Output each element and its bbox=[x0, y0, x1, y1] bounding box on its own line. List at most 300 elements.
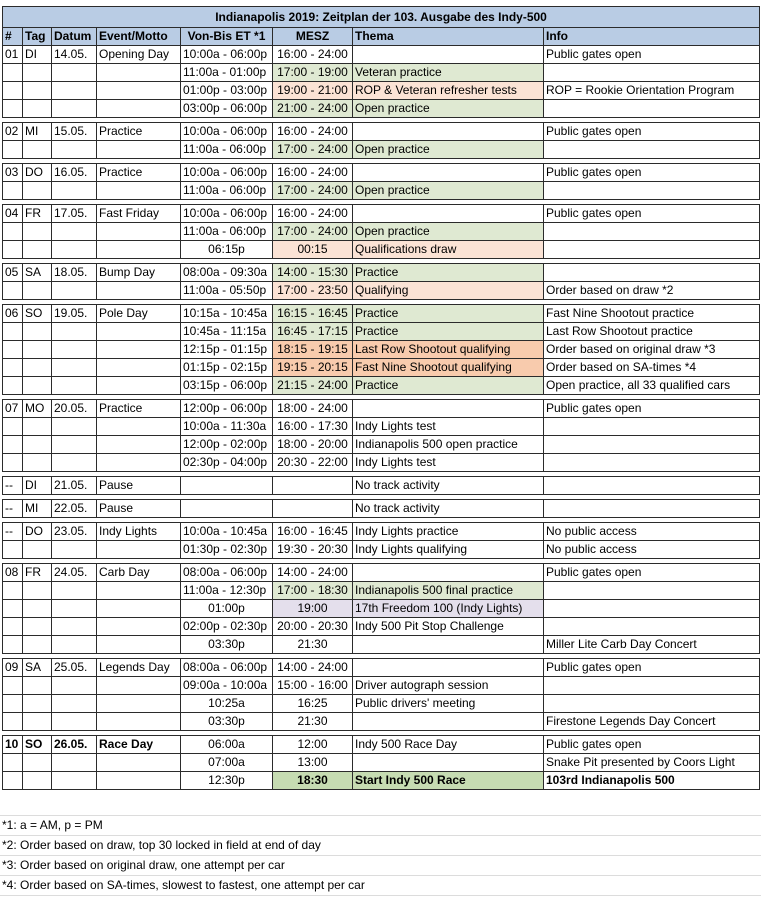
cell-datum[interactable]: 22.05. bbox=[52, 500, 97, 518]
cell-info[interactable]: Last Row Shootout practice bbox=[544, 323, 760, 341]
cell-num[interactable]: 02 bbox=[3, 123, 23, 141]
cell-tag[interactable]: MO bbox=[23, 400, 52, 418]
cell-et[interactable]: 10:00a - 06:00p bbox=[181, 205, 273, 223]
cell-num[interactable] bbox=[3, 241, 23, 259]
cell-datum[interactable] bbox=[52, 582, 97, 600]
cell-event[interactable] bbox=[97, 223, 181, 241]
cell-mesz[interactable]: 00:15 bbox=[273, 241, 353, 259]
cell-mesz[interactable]: 21:30 bbox=[273, 636, 353, 654]
cell-thema[interactable]: No track activity bbox=[353, 477, 544, 495]
cell-event[interactable] bbox=[97, 100, 181, 118]
cell-et[interactable]: 10:00a - 06:00p bbox=[181, 46, 273, 64]
cell-event[interactable] bbox=[97, 418, 181, 436]
cell-tag[interactable]: SO bbox=[23, 736, 52, 754]
cell-info[interactable] bbox=[544, 100, 760, 118]
cell-mesz[interactable] bbox=[273, 500, 353, 518]
cell-et[interactable]: 10:15a - 10:45a bbox=[181, 305, 273, 323]
cell-info[interactable]: Miller Lite Carb Day Concert bbox=[544, 636, 760, 654]
cell-datum[interactable]: 20.05. bbox=[52, 400, 97, 418]
cell-thema[interactable] bbox=[353, 400, 544, 418]
cell-num[interactable] bbox=[3, 436, 23, 454]
cell-mesz[interactable]: 16:45 - 17:15 bbox=[273, 323, 353, 341]
cell-num[interactable] bbox=[3, 141, 23, 159]
cell-thema[interactable] bbox=[353, 713, 544, 731]
cell-mesz[interactable]: 19:00 - 21:00 bbox=[273, 82, 353, 100]
cell-info[interactable]: Order based on original draw *3 bbox=[544, 341, 760, 359]
cell-mesz[interactable]: 16:00 - 24:00 bbox=[273, 46, 353, 64]
cell-datum[interactable] bbox=[52, 636, 97, 654]
cell-tag[interactable] bbox=[23, 541, 52, 559]
cell-tag[interactable] bbox=[23, 695, 52, 713]
cell-thema[interactable] bbox=[353, 564, 544, 582]
cell-info[interactable] bbox=[544, 477, 760, 495]
cell-tag[interactable]: SO bbox=[23, 305, 52, 323]
cell-thema[interactable]: Practice bbox=[353, 323, 544, 341]
cell-num[interactable]: 08 bbox=[3, 564, 23, 582]
cell-thema[interactable] bbox=[353, 205, 544, 223]
cell-num[interactable] bbox=[3, 713, 23, 731]
cell-info[interactable] bbox=[544, 418, 760, 436]
cell-mesz[interactable]: 16:00 - 17:30 bbox=[273, 418, 353, 436]
cell-tag[interactable]: DO bbox=[23, 523, 52, 541]
cell-et[interactable] bbox=[181, 500, 273, 518]
cell-mesz[interactable]: 18:30 bbox=[273, 772, 353, 790]
cell-et[interactable] bbox=[181, 477, 273, 495]
cell-datum[interactable] bbox=[52, 377, 97, 395]
cell-mesz[interactable]: 13:00 bbox=[273, 754, 353, 772]
cell-event[interactable] bbox=[97, 772, 181, 790]
cell-datum[interactable] bbox=[52, 677, 97, 695]
cell-info[interactable] bbox=[544, 436, 760, 454]
cell-num[interactable] bbox=[3, 454, 23, 472]
cell-event[interactable]: Pole Day bbox=[97, 305, 181, 323]
cell-et[interactable]: 12:00p - 02:00p bbox=[181, 436, 273, 454]
cell-thema[interactable]: Indy 500 Race Day bbox=[353, 736, 544, 754]
cell-num[interactable] bbox=[3, 100, 23, 118]
cell-thema[interactable]: Open practice bbox=[353, 223, 544, 241]
cell-thema[interactable]: No track activity bbox=[353, 500, 544, 518]
cell-thema[interactable] bbox=[353, 123, 544, 141]
cell-mesz[interactable]: 19:30 - 20:30 bbox=[273, 541, 353, 559]
cell-thema[interactable]: Start Indy 500 Race bbox=[353, 772, 544, 790]
cell-mesz[interactable] bbox=[273, 477, 353, 495]
cell-info[interactable] bbox=[544, 264, 760, 282]
cell-event[interactable] bbox=[97, 695, 181, 713]
cell-mesz[interactable]: 16:15 - 16:45 bbox=[273, 305, 353, 323]
cell-mesz[interactable]: 16:25 bbox=[273, 695, 353, 713]
cell-num[interactable] bbox=[3, 754, 23, 772]
cell-et[interactable]: 06:00a bbox=[181, 736, 273, 754]
cell-info[interactable] bbox=[544, 223, 760, 241]
cell-thema[interactable]: Indy Lights test bbox=[353, 418, 544, 436]
cell-info[interactable] bbox=[544, 454, 760, 472]
cell-thema[interactable]: Fast Nine Shootout qualifying bbox=[353, 359, 544, 377]
cell-tag[interactable]: MI bbox=[23, 500, 52, 518]
cell-datum[interactable]: 18.05. bbox=[52, 264, 97, 282]
cell-thema[interactable]: Practice bbox=[353, 305, 544, 323]
cell-mesz[interactable]: 17:00 - 24:00 bbox=[273, 223, 353, 241]
cell-num[interactable] bbox=[3, 418, 23, 436]
cell-tag[interactable] bbox=[23, 141, 52, 159]
cell-datum[interactable]: 14.05. bbox=[52, 46, 97, 64]
cell-thema[interactable]: Qualifications draw bbox=[353, 241, 544, 259]
cell-info[interactable]: Snake Pit presented by Coors Light bbox=[544, 754, 760, 772]
cell-num[interactable]: 05 bbox=[3, 264, 23, 282]
cell-info[interactable] bbox=[544, 64, 760, 82]
cell-num[interactable] bbox=[3, 677, 23, 695]
cell-num[interactable]: 01 bbox=[3, 46, 23, 64]
cell-mesz[interactable]: 18:15 - 19:15 bbox=[273, 341, 353, 359]
cell-thema[interactable]: Driver autograph session bbox=[353, 677, 544, 695]
cell-mesz[interactable]: 16:00 - 24:00 bbox=[273, 123, 353, 141]
cell-et[interactable]: 03:30p bbox=[181, 713, 273, 731]
cell-event[interactable] bbox=[97, 182, 181, 200]
cell-tag[interactable] bbox=[23, 713, 52, 731]
cell-mesz[interactable]: 20:30 - 22:00 bbox=[273, 454, 353, 472]
cell-event[interactable]: Opening Day bbox=[97, 46, 181, 64]
cell-thema[interactable] bbox=[353, 164, 544, 182]
cell-mesz[interactable]: 18:00 - 20:00 bbox=[273, 436, 353, 454]
cell-event[interactable] bbox=[97, 436, 181, 454]
cell-datum[interactable]: 25.05. bbox=[52, 659, 97, 677]
cell-et[interactable]: 01:00p - 03:00p bbox=[181, 82, 273, 100]
cell-num[interactable]: -- bbox=[3, 523, 23, 541]
cell-num[interactable] bbox=[3, 600, 23, 618]
cell-datum[interactable] bbox=[52, 754, 97, 772]
cell-info[interactable]: Public gates open bbox=[544, 736, 760, 754]
cell-datum[interactable] bbox=[52, 600, 97, 618]
cell-datum[interactable] bbox=[52, 241, 97, 259]
cell-info[interactable]: Public gates open bbox=[544, 659, 760, 677]
cell-tag[interactable] bbox=[23, 418, 52, 436]
cell-datum[interactable]: 16.05. bbox=[52, 164, 97, 182]
cell-datum[interactable] bbox=[52, 695, 97, 713]
cell-tag[interactable]: DO bbox=[23, 164, 52, 182]
cell-tag[interactable] bbox=[23, 182, 52, 200]
cell-event[interactable] bbox=[97, 282, 181, 300]
cell-num[interactable]: 10 bbox=[3, 736, 23, 754]
cell-et[interactable]: 11:00a - 06:00p bbox=[181, 223, 273, 241]
cell-num[interactable] bbox=[3, 64, 23, 82]
cell-datum[interactable]: 15.05. bbox=[52, 123, 97, 141]
cell-mesz[interactable]: 19:00 bbox=[273, 600, 353, 618]
cell-et[interactable]: 02:00p - 02:30p bbox=[181, 618, 273, 636]
cell-num[interactable] bbox=[3, 636, 23, 654]
cell-mesz[interactable]: 14:00 - 15:30 bbox=[273, 264, 353, 282]
cell-thema[interactable]: Open practice bbox=[353, 182, 544, 200]
cell-thema[interactable]: Indy 500 Pit Stop Challenge bbox=[353, 618, 544, 636]
cell-tag[interactable] bbox=[23, 677, 52, 695]
cell-et[interactable]: 10:00a - 06:00p bbox=[181, 123, 273, 141]
cell-tag[interactable] bbox=[23, 636, 52, 654]
cell-num[interactable] bbox=[3, 82, 23, 100]
cell-datum[interactable] bbox=[52, 541, 97, 559]
cell-num[interactable] bbox=[3, 695, 23, 713]
cell-info[interactable] bbox=[544, 600, 760, 618]
cell-tag[interactable]: DI bbox=[23, 46, 52, 64]
cell-tag[interactable]: DI bbox=[23, 477, 52, 495]
cell-et[interactable]: 11:00a - 05:50p bbox=[181, 282, 273, 300]
cell-num[interactable] bbox=[3, 282, 23, 300]
cell-num[interactable] bbox=[3, 341, 23, 359]
cell-event[interactable] bbox=[97, 377, 181, 395]
cell-datum[interactable] bbox=[52, 100, 97, 118]
cell-tag[interactable]: SA bbox=[23, 659, 52, 677]
cell-event[interactable] bbox=[97, 241, 181, 259]
cell-et[interactable]: 01:15p - 02:15p bbox=[181, 359, 273, 377]
cell-thema[interactable] bbox=[353, 636, 544, 654]
cell-thema[interactable]: ROP & Veteran refresher tests bbox=[353, 82, 544, 100]
cell-event[interactable]: Carb Day bbox=[97, 564, 181, 582]
cell-num[interactable] bbox=[3, 223, 23, 241]
cell-num[interactable] bbox=[3, 359, 23, 377]
cell-event[interactable]: Bump Day bbox=[97, 264, 181, 282]
cell-num[interactable]: 09 bbox=[3, 659, 23, 677]
cell-event[interactable]: Fast Friday bbox=[97, 205, 181, 223]
cell-thema[interactable]: Qualifying bbox=[353, 282, 544, 300]
cell-thema[interactable]: Indianapolis 500 final practice bbox=[353, 582, 544, 600]
cell-datum[interactable] bbox=[52, 713, 97, 731]
cell-datum[interactable] bbox=[52, 141, 97, 159]
cell-event[interactable]: Indy Lights bbox=[97, 523, 181, 541]
cell-thema[interactable]: 17th Freedom 100 (Indy Lights) bbox=[353, 600, 544, 618]
cell-event[interactable] bbox=[97, 323, 181, 341]
cell-info[interactable] bbox=[544, 141, 760, 159]
cell-event[interactable]: Pause bbox=[97, 477, 181, 495]
cell-et[interactable]: 10:25a bbox=[181, 695, 273, 713]
cell-event[interactable]: Legends Day bbox=[97, 659, 181, 677]
cell-et[interactable]: 12:30p bbox=[181, 772, 273, 790]
cell-et[interactable]: 08:00a - 09:30a bbox=[181, 264, 273, 282]
cell-info[interactable]: 103rd Indianapolis 500 bbox=[544, 772, 760, 790]
cell-datum[interactable] bbox=[52, 182, 97, 200]
cell-datum[interactable] bbox=[52, 454, 97, 472]
cell-mesz[interactable]: 16:00 - 24:00 bbox=[273, 205, 353, 223]
cell-info[interactable]: Fast Nine Shootout practice bbox=[544, 305, 760, 323]
cell-thema[interactable]: Indy Lights practice bbox=[353, 523, 544, 541]
cell-num[interactable]: 06 bbox=[3, 305, 23, 323]
cell-info[interactable]: Public gates open bbox=[544, 164, 760, 182]
cell-mesz[interactable]: 21:15 - 24:00 bbox=[273, 377, 353, 395]
cell-info[interactable]: Firestone Legends Day Concert bbox=[544, 713, 760, 731]
cell-datum[interactable] bbox=[52, 82, 97, 100]
cell-info[interactable]: ROP = Rookie Orientation Program bbox=[544, 82, 760, 100]
cell-mesz[interactable]: 21:00 - 24:00 bbox=[273, 100, 353, 118]
cell-info[interactable]: Order based on draw *2 bbox=[544, 282, 760, 300]
cell-datum[interactable]: 23.05. bbox=[52, 523, 97, 541]
cell-datum[interactable] bbox=[52, 282, 97, 300]
cell-tag[interactable] bbox=[23, 436, 52, 454]
cell-et[interactable]: 03:15p - 06:00p bbox=[181, 377, 273, 395]
cell-num[interactable] bbox=[3, 541, 23, 559]
cell-thema[interactable] bbox=[353, 46, 544, 64]
cell-tag[interactable] bbox=[23, 323, 52, 341]
cell-et[interactable]: 10:00a - 06:00p bbox=[181, 164, 273, 182]
cell-et[interactable]: 10:00a - 10:45a bbox=[181, 523, 273, 541]
cell-info[interactable] bbox=[544, 182, 760, 200]
cell-info[interactable] bbox=[544, 618, 760, 636]
cell-mesz[interactable]: 17:00 - 23:50 bbox=[273, 282, 353, 300]
cell-et[interactable]: 11:00a - 01:00p bbox=[181, 64, 273, 82]
cell-datum[interactable]: 26.05. bbox=[52, 736, 97, 754]
cell-event[interactable]: Practice bbox=[97, 164, 181, 182]
cell-thema[interactable]: Public drivers' meeting bbox=[353, 695, 544, 713]
cell-tag[interactable]: FR bbox=[23, 564, 52, 582]
cell-datum[interactable] bbox=[52, 341, 97, 359]
cell-num[interactable]: 07 bbox=[3, 400, 23, 418]
cell-et[interactable]: 11:00a - 06:00p bbox=[181, 141, 273, 159]
cell-et[interactable]: 11:00a - 06:00p bbox=[181, 182, 273, 200]
cell-et[interactable]: 12:15p - 01:15p bbox=[181, 341, 273, 359]
cell-datum[interactable] bbox=[52, 223, 97, 241]
cell-et[interactable]: 09:00a - 10:00a bbox=[181, 677, 273, 695]
cell-datum[interactable]: 17.05. bbox=[52, 205, 97, 223]
cell-event[interactable] bbox=[97, 713, 181, 731]
cell-et[interactable]: 03:30p bbox=[181, 636, 273, 654]
cell-info[interactable] bbox=[544, 695, 760, 713]
cell-datum[interactable] bbox=[52, 64, 97, 82]
cell-mesz[interactable]: 19:15 - 20:15 bbox=[273, 359, 353, 377]
cell-datum[interactable] bbox=[52, 323, 97, 341]
cell-thema[interactable]: Indy Lights test bbox=[353, 454, 544, 472]
cell-info[interactable]: Public gates open bbox=[544, 564, 760, 582]
cell-tag[interactable] bbox=[23, 754, 52, 772]
cell-tag[interactable]: SA bbox=[23, 264, 52, 282]
cell-datum[interactable] bbox=[52, 618, 97, 636]
cell-thema[interactable]: Last Row Shootout qualifying bbox=[353, 341, 544, 359]
cell-et[interactable]: 08:00a - 06:00p bbox=[181, 564, 273, 582]
cell-thema[interactable] bbox=[353, 659, 544, 677]
cell-event[interactable] bbox=[97, 454, 181, 472]
cell-tag[interactable] bbox=[23, 618, 52, 636]
cell-event[interactable] bbox=[97, 541, 181, 559]
cell-num[interactable] bbox=[3, 582, 23, 600]
cell-info[interactable]: Public gates open bbox=[544, 205, 760, 223]
cell-num[interactable] bbox=[3, 377, 23, 395]
cell-event[interactable] bbox=[97, 141, 181, 159]
cell-mesz[interactable]: 14:00 - 24:00 bbox=[273, 659, 353, 677]
cell-thema[interactable]: Open practice bbox=[353, 100, 544, 118]
cell-info[interactable]: Public gates open bbox=[544, 46, 760, 64]
cell-num[interactable] bbox=[3, 182, 23, 200]
cell-et[interactable]: 01:00p bbox=[181, 600, 273, 618]
cell-tag[interactable] bbox=[23, 341, 52, 359]
cell-thema[interactable]: Indy Lights qualifying bbox=[353, 541, 544, 559]
cell-tag[interactable] bbox=[23, 82, 52, 100]
cell-mesz[interactable]: 18:00 - 24:00 bbox=[273, 400, 353, 418]
cell-info[interactable]: No public access bbox=[544, 541, 760, 559]
cell-mesz[interactable]: 16:00 - 16:45 bbox=[273, 523, 353, 541]
cell-mesz[interactable]: 16:00 - 24:00 bbox=[273, 164, 353, 182]
cell-info[interactable] bbox=[544, 582, 760, 600]
cell-et[interactable]: 02:30p - 04:00p bbox=[181, 454, 273, 472]
cell-tag[interactable] bbox=[23, 241, 52, 259]
cell-event[interactable] bbox=[97, 600, 181, 618]
cell-tag[interactable] bbox=[23, 282, 52, 300]
cell-et[interactable]: 06:15p bbox=[181, 241, 273, 259]
cell-tag[interactable]: FR bbox=[23, 205, 52, 223]
cell-datum[interactable]: 19.05. bbox=[52, 305, 97, 323]
cell-mesz[interactable]: 17:00 - 19:00 bbox=[273, 64, 353, 82]
cell-mesz[interactable]: 14:00 - 24:00 bbox=[273, 564, 353, 582]
cell-datum[interactable] bbox=[52, 436, 97, 454]
cell-tag[interactable] bbox=[23, 600, 52, 618]
cell-et[interactable]: 07:00a bbox=[181, 754, 273, 772]
cell-event[interactable] bbox=[97, 341, 181, 359]
cell-tag[interactable] bbox=[23, 454, 52, 472]
cell-et[interactable]: 10:45a - 11:15a bbox=[181, 323, 273, 341]
cell-event[interactable] bbox=[97, 636, 181, 654]
cell-event[interactable]: Race Day bbox=[97, 736, 181, 754]
cell-tag[interactable]: MI bbox=[23, 123, 52, 141]
cell-event[interactable] bbox=[97, 618, 181, 636]
cell-mesz[interactable]: 12:00 bbox=[273, 736, 353, 754]
cell-num[interactable]: -- bbox=[3, 477, 23, 495]
cell-et[interactable]: 10:00a - 11:30a bbox=[181, 418, 273, 436]
cell-event[interactable] bbox=[97, 82, 181, 100]
cell-info[interactable] bbox=[544, 500, 760, 518]
cell-event[interactable]: Pause bbox=[97, 500, 181, 518]
cell-tag[interactable] bbox=[23, 100, 52, 118]
cell-tag[interactable] bbox=[23, 223, 52, 241]
cell-tag[interactable] bbox=[23, 377, 52, 395]
cell-mesz[interactable]: 15:00 - 16:00 bbox=[273, 677, 353, 695]
cell-event[interactable] bbox=[97, 64, 181, 82]
cell-event[interactable]: Practice bbox=[97, 123, 181, 141]
cell-event[interactable] bbox=[97, 754, 181, 772]
cell-datum[interactable]: 21.05. bbox=[52, 477, 97, 495]
cell-thema[interactable]: Veteran practice bbox=[353, 64, 544, 82]
cell-event[interactable] bbox=[97, 359, 181, 377]
cell-info[interactable]: Order based on SA-times *4 bbox=[544, 359, 760, 377]
cell-info[interactable]: Public gates open bbox=[544, 123, 760, 141]
cell-tag[interactable] bbox=[23, 582, 52, 600]
cell-info[interactable]: Open practice, all 33 qualified cars bbox=[544, 377, 760, 395]
cell-thema[interactable] bbox=[353, 754, 544, 772]
cell-event[interactable]: Practice bbox=[97, 400, 181, 418]
cell-et[interactable]: 08:00a - 06:00p bbox=[181, 659, 273, 677]
cell-num[interactable] bbox=[3, 323, 23, 341]
cell-tag[interactable] bbox=[23, 359, 52, 377]
cell-info[interactable] bbox=[544, 241, 760, 259]
cell-num[interactable] bbox=[3, 618, 23, 636]
cell-thema[interactable]: Practice bbox=[353, 264, 544, 282]
cell-et[interactable]: 03:00p - 06:00p bbox=[181, 100, 273, 118]
cell-datum[interactable] bbox=[52, 418, 97, 436]
cell-tag[interactable] bbox=[23, 64, 52, 82]
cell-thema[interactable]: Indianapolis 500 open practice bbox=[353, 436, 544, 454]
cell-et[interactable]: 01:30p - 02:30p bbox=[181, 541, 273, 559]
cell-thema[interactable]: Practice bbox=[353, 377, 544, 395]
cell-info[interactable]: Public gates open bbox=[544, 400, 760, 418]
cell-num[interactable]: -- bbox=[3, 500, 23, 518]
cell-mesz[interactable]: 17:00 - 18:30 bbox=[273, 582, 353, 600]
cell-event[interactable] bbox=[97, 677, 181, 695]
cell-num[interactable]: 04 bbox=[3, 205, 23, 223]
cell-info[interactable]: No public access bbox=[544, 523, 760, 541]
cell-datum[interactable] bbox=[52, 772, 97, 790]
cell-mesz[interactable]: 17:00 - 24:00 bbox=[273, 182, 353, 200]
cell-tag[interactable] bbox=[23, 772, 52, 790]
cell-thema[interactable]: Open practice bbox=[353, 141, 544, 159]
cell-datum[interactable]: 24.05. bbox=[52, 564, 97, 582]
cell-info[interactable] bbox=[544, 677, 760, 695]
cell-mesz[interactable]: 20:00 - 20:30 bbox=[273, 618, 353, 636]
cell-mesz[interactable]: 21:30 bbox=[273, 713, 353, 731]
cell-mesz[interactable]: 17:00 - 24:00 bbox=[273, 141, 353, 159]
cell-et[interactable]: 11:00a - 12:30p bbox=[181, 582, 273, 600]
cell-event[interactable] bbox=[97, 582, 181, 600]
